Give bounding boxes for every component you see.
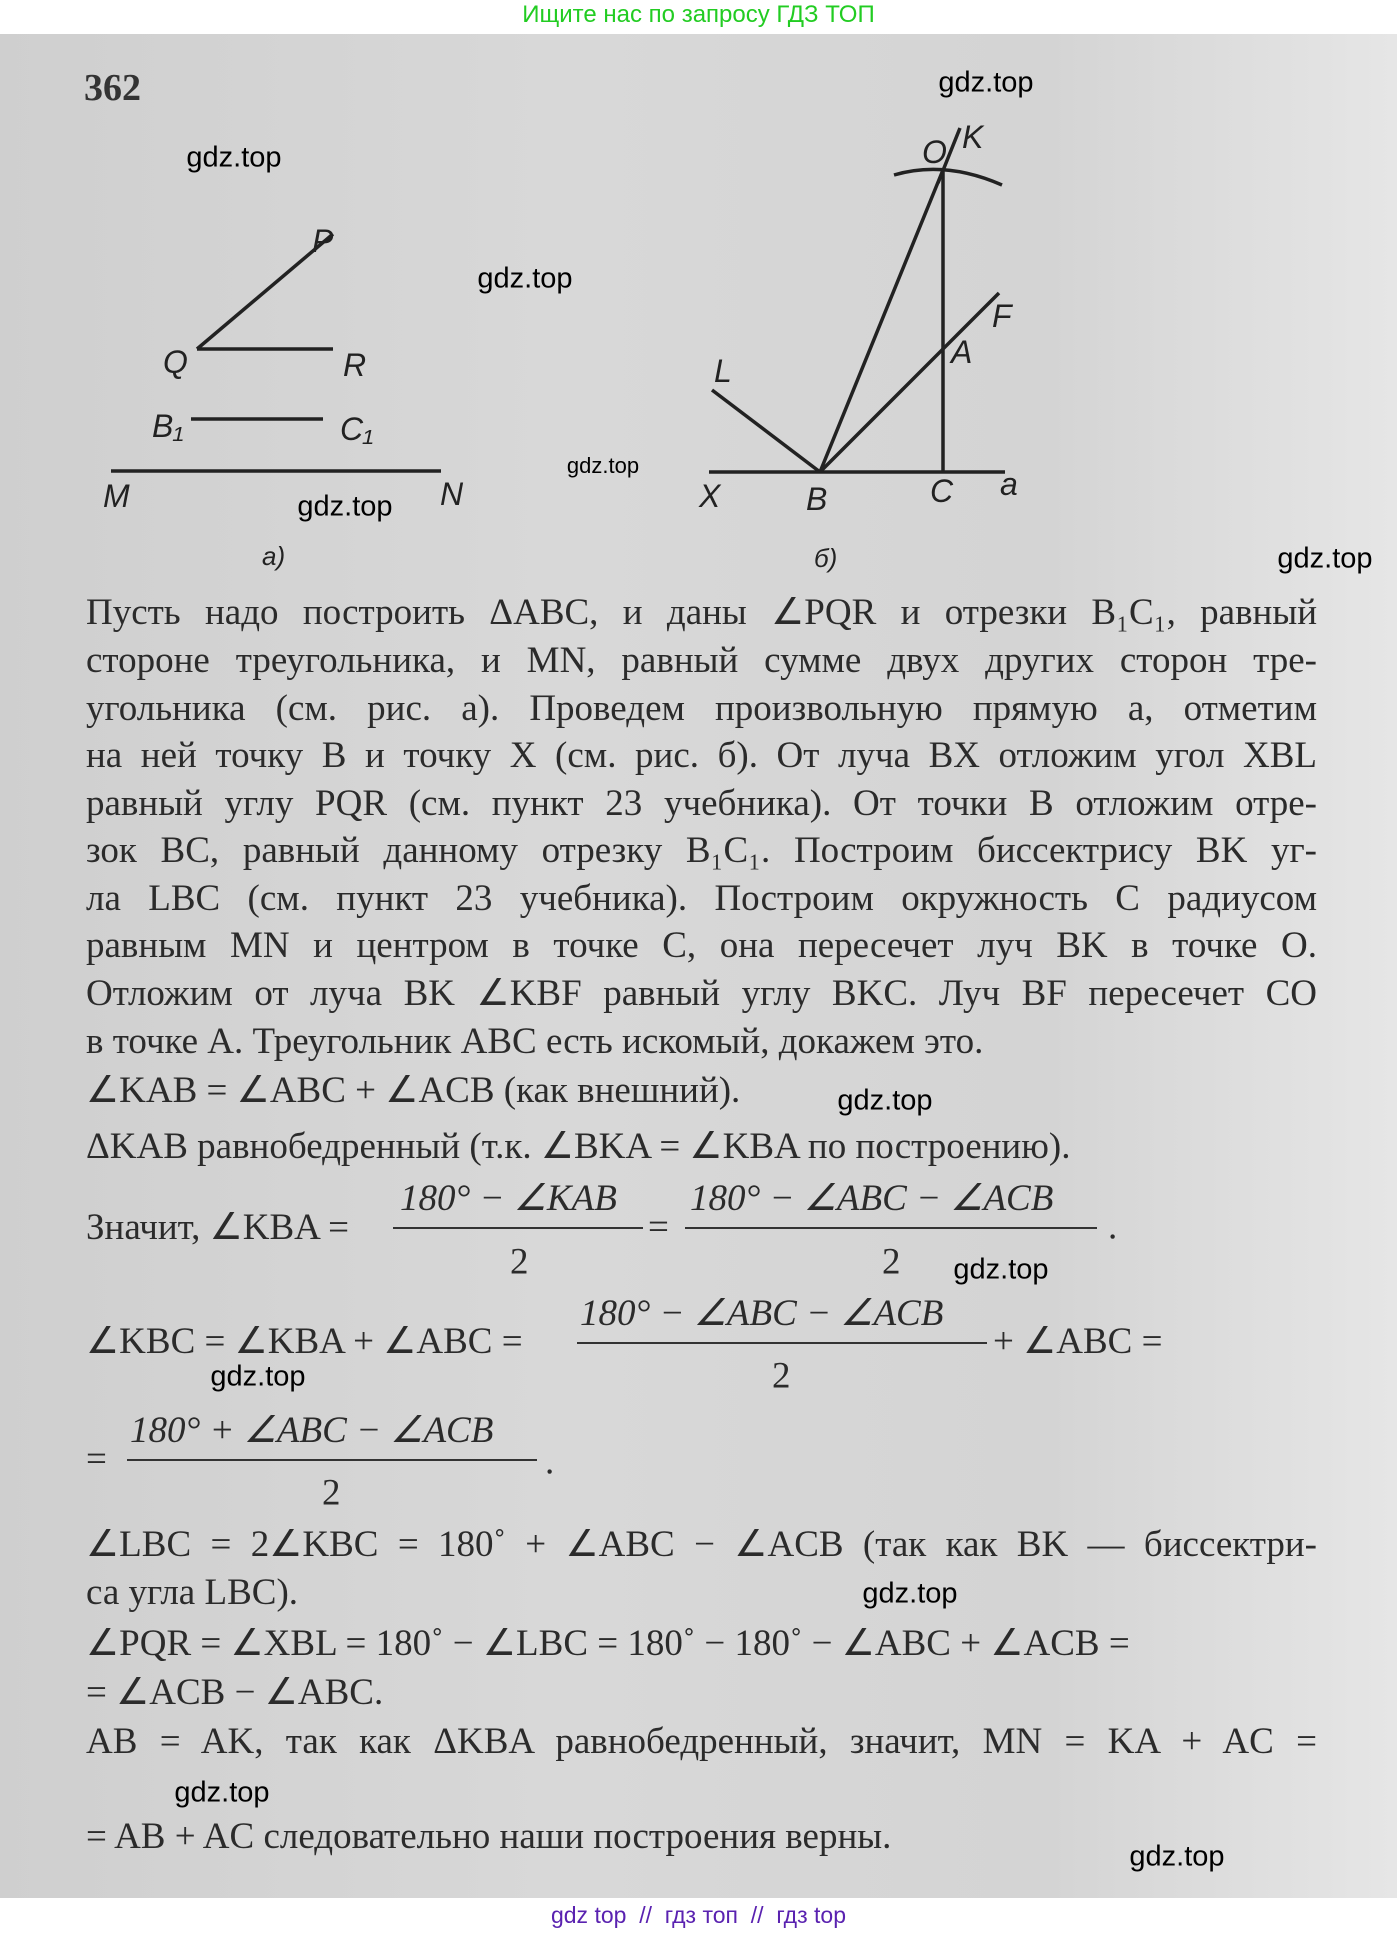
eq3-denominator: 2 [322,1472,341,1514]
paragraph-line: зок BC, равный данному отрезку B₁C₁. Построим биссектрису BK уг- [86,830,1317,871]
paragraph-line: угольника (см. рис. а). Проведем произвольную прямую a, отметим [86,688,1317,729]
label-n: N [440,476,464,512]
eq1-equals: = [648,1206,669,1248]
banner-text: Ищите нас по запросу ГДЗ ТОП [522,1,875,28]
watermark: gdz.top [477,262,573,295]
paragraph-line: на ней точку B и точку X (см. рис. б). От луча BX отложим угол XBL [86,735,1317,776]
label-r: R [343,347,367,383]
page-number: 362 [84,67,141,109]
label-x: X [699,478,721,514]
eq1-period: . [1108,1206,1118,1248]
ray-bk [820,170,943,472]
label-p: P [312,223,334,259]
eq3-period: . [545,1441,555,1483]
figure-b [709,128,1005,472]
eq2-suffix: + ∠ABC = [993,1321,1163,1362]
text-line: ∠PQR = ∠XBL = 180˚ − ∠LBC = 180˚ − 180˚ − ∠ABC + ∠ACB = [86,1623,1130,1664]
text-line: ∠LBC = 2∠KBC = 180˚ + ∠ABC − ∠ACB (так как BK — биссектри- [86,1524,1317,1565]
paragraph-line: Пусть надо построить ΔABC, и даны ∠PQR и отрезки B₁C₁, равный [86,592,1317,633]
label-c1: C₁ [340,411,374,447]
text-line: са угла LBC). [86,1572,299,1613]
eq1-prefix: Значит, ∠KBA = [86,1207,349,1248]
watermark: gdz.top [297,490,393,523]
footer [0,1898,1397,1934]
watermark: gdz.top [938,66,1034,99]
label-b: B [806,481,828,517]
watermark: gdz.top [862,1577,958,1610]
eq1-denominator-1: 2 [510,1241,529,1283]
ray-bf [820,293,999,472]
watermark: gdz.top [210,1360,306,1393]
paragraph-line: Отложим от луча BK ∠KBF равный углу BKC. Луч BF пересечет CO [86,973,1317,1014]
label-k: K [962,119,984,155]
caption-b: б) [814,543,838,573]
label-line-a: a [1000,466,1018,502]
eq1-numerator-2: 180° − ∠ABC − ∠ACB [690,1178,1054,1219]
text-line: ∠KAB = ∠ABC + ∠ACB (как внешний). [86,1070,741,1111]
arc-circle-c [894,169,1002,185]
label-a-point: A [951,334,973,370]
fraction-bar [685,1227,1097,1229]
label-o: O [922,134,947,170]
eq2-prefix: ∠KBC = ∠KBA + ∠ABC = [86,1321,523,1362]
text-line: = ∠ACB − ∠ABC. [86,1672,384,1713]
watermark: gdz.top [837,1084,933,1117]
eq3-prefix: = [86,1438,107,1480]
watermark: gdz.top [186,141,282,174]
text-line: = AB + AC следовательно наши построения верны. [86,1816,892,1857]
label-f: F [992,298,1012,334]
footer-links[interactable]: gdz top // гдз топ // гдз top [550,1902,847,1928]
figure-b-labels [698,119,1018,573]
ray-bl [712,390,820,472]
paragraph-line: стороне треугольника, и MN, равный сумме двух других сторон тре- [86,640,1317,681]
eq1-numerator-1: 180° − ∠KAB [400,1178,617,1219]
watermark: gdz.top [566,453,640,478]
watermark: gdz.top [174,1776,270,1809]
paragraph-line: в точке A. Треугольник ABC есть искомый, докажем это. [86,1021,984,1062]
watermark: gdz.top [1277,542,1373,575]
fraction-bar [577,1342,987,1344]
watermark: gdz.top [1129,1840,1225,1873]
label-m: M [103,478,130,514]
label-b1: B₁ [152,408,184,444]
eq1-denominator-2: 2 [882,1241,901,1283]
paragraph-line: равным MN и центром в точке C, она пересечет луч BK в точке O. [86,925,1317,966]
caption-a: а) [262,541,286,571]
text-line: ΔKAB равнобедренный (т.к. ∠BKA = ∠KBA по построению). [86,1126,1071,1167]
eq3-numerator: 180° + ∠ABC − ∠ACB [130,1410,494,1451]
text-line: AB = AK, так как ΔKBA равнобедренный, значит, MN = KA + AC = [86,1721,1317,1762]
fraction-bar [393,1227,643,1229]
paragraph-line: равный углу PQR (см. пункт 23 учебника). От точки B отложим отре- [86,783,1317,824]
label-q: Q [163,344,188,380]
fraction-bar [127,1459,537,1461]
watermark: gdz.top [953,1253,1049,1286]
paragraph-line: ла LBC (см. пункт 23 учебника). Построим окружность C радиусом [86,878,1317,919]
eq2-numerator: 180° − ∠ABC − ∠ACB [580,1293,944,1334]
label-l: L [714,353,732,389]
label-c: C [930,473,954,509]
eq2-denominator: 2 [772,1355,791,1397]
